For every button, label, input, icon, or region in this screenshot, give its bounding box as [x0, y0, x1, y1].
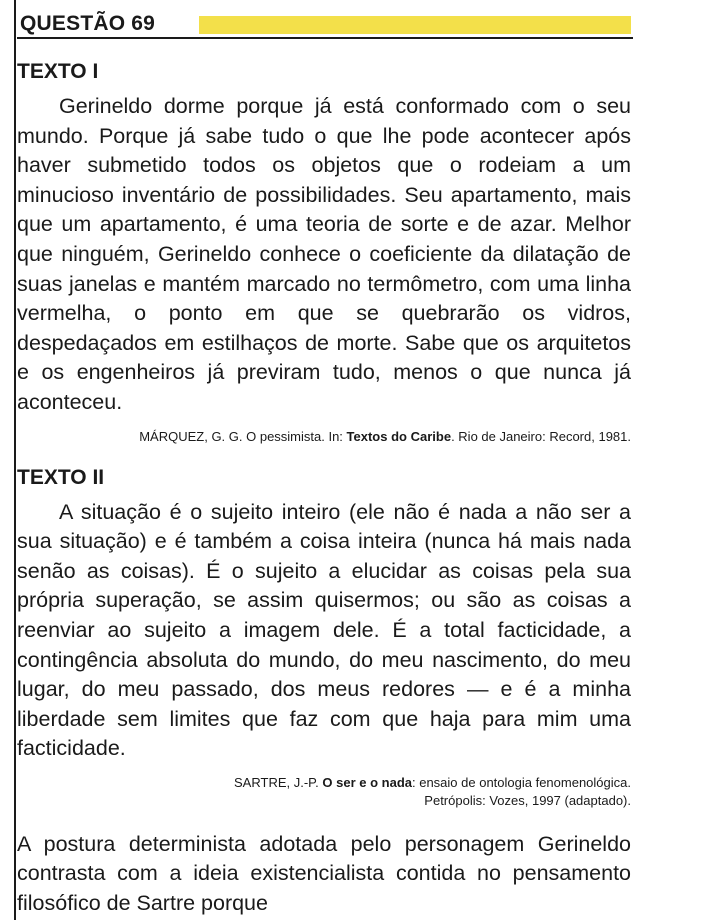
texto-1-heading: TEXTO I	[17, 60, 99, 83]
texto-1-source	[17, 428, 631, 446]
texto-1-paragraph: Gerineldo dorme porque já está conformado com o seu mundo. Porque já sabe tudo o que lhe pode acontecer após haver submetido todos os objetos que o rodeiam a um minucioso inventário de possibilidades. Seu apartamento, mais que um apartamento, é uma teoria de sorte e de azar. Melhor que ninguém, Gerineldo conhece o coeficiente da dilatação de suas janelas e mantém marcado no termômetro, com uma linha vermelha, o ponto em que se quebrarão os vidros, despedaçados em estilhaços de morte. Sabe que os arquitetos e os engenheiros já previram tudo, menos o que nunca já aconteceu.	[17, 94, 631, 414]
texto-1-source-publisher: . Rio de Janeiro: Record, 1981.	[451, 428, 631, 444]
texto-2-source-publisher: Petrópolis: Vozes, 1997 (adaptado).	[424, 792, 631, 808]
texto-2-source-author: SARTRE, J.-P.	[234, 774, 323, 790]
header-highlight-bar	[199, 16, 631, 34]
texto-2-source-book: O ser e o nada	[322, 774, 412, 790]
header-underline	[17, 37, 633, 39]
texto-2-source-subtitle: : ensaio de ontologia fenomenológica.	[412, 774, 631, 790]
texto-2-heading: TEXTO II	[17, 465, 105, 489]
question-content	[17, 58, 631, 919]
texto-2-paragraph: A situação é o sujeito inteiro (ele não é nada a não ser a sua situação) e é também a coisa inteira (nunca há mais nada senão as coisas). É o sujeito a elucidar as coisas pela sua própria superação, se assim quisermos; ou são as coisas a reenviar ao sujeito a imagem dele. É a total facticidade, a contingência absoluta do mundo, do meu nascimento, do meu lugar, do meu passado, dos meus redores — e é a minha liberdade sem limites que faz com que haja para mim uma facticidade.	[17, 499, 631, 761]
texto-2-source	[17, 774, 631, 810]
question-stem: A postura determinista adotada pelo personagem Gerineldo contrasta com a ideia existencialista contida no pensamento filosófico de Sartre porque	[17, 831, 631, 916]
question-header	[17, 10, 633, 40]
texto-1-source-author: MÁRQUEZ, G. G. O pessimista. In:	[139, 428, 347, 444]
texto-1-source-book: Textos do Caribe	[346, 428, 452, 444]
left-margin-rule	[14, 0, 16, 920]
question-number: QUESTÃO 69	[20, 12, 156, 35]
